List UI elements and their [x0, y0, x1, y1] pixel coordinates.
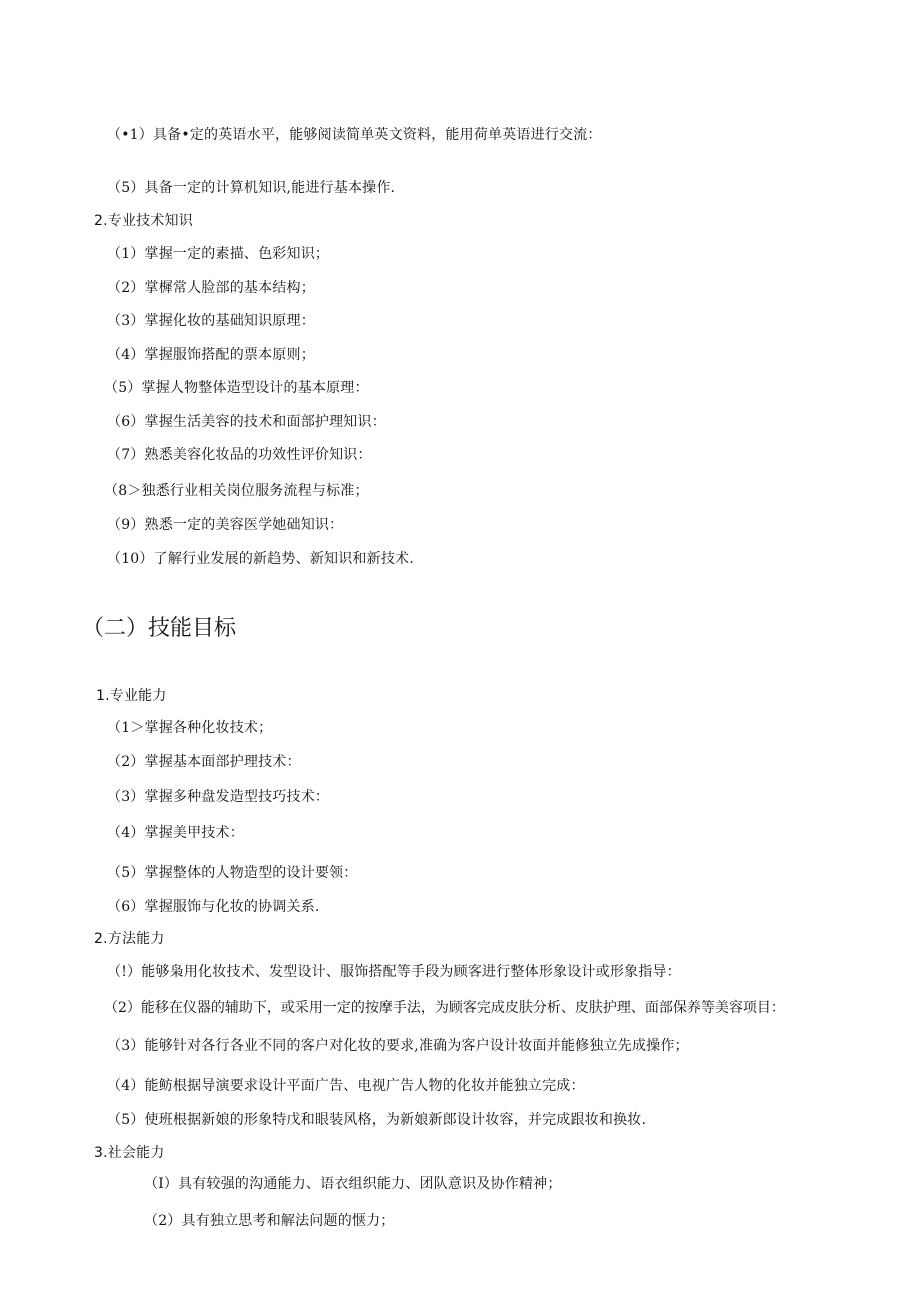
skills-section-title: （二）技能目标 — [82, 616, 237, 641]
ability-item-4: （4）掌握美甲技术： — [107, 825, 244, 841]
knowledge-item-9: （9）熟悉一定的美容医学她础知识： — [107, 517, 344, 533]
general-item-4: （•1）具备•定的英语水平，能够阅读简单英文资料，能用荷单英语进行交流： — [107, 127, 602, 143]
ability-item-5: （5）掌握整体的人物造型的设计要领： — [107, 865, 358, 881]
method-item-2: （2）能移在仪器的辅助下，或采用一定的按摩手法，为顾客完成皮肤分析、皮肤护理、面部保养等美容项目： — [104, 1000, 785, 1016]
general-item-5: （5）具备一定的计算机知识,能进行基本操作. — [107, 180, 396, 196]
knowledge-item-2: （2）掌樨常人脸部的基本结构； — [107, 280, 315, 296]
ability-item-2: （2）掌握基本面部护理技术： — [107, 754, 301, 770]
knowledge-item-5: （5）掌握人物整体造型设计的基本原理： — [104, 380, 369, 396]
method-item-4: （4）能鲂根据导演要求设计平面广告、电视广告人物的化妆并能独立完成： — [107, 1078, 585, 1094]
knowledge-item-7: （7）熟悉美容化妆品的功效性评价知识： — [107, 447, 372, 463]
method-item-5: （5）使班根据新娘的形象特戊和眼装风格，为新娘新郎设计妆容，并完成跟妆和换妆. — [107, 1112, 647, 1128]
knowledge-item-10: （10）了解行业发展的新趋势、新知识和新技术. — [107, 551, 414, 567]
ability-item-6: （6）掌握服饰与化妆的协调关系. — [107, 899, 320, 915]
social-ability-heading: 3.社会能力 — [94, 1145, 165, 1161]
professional-ability-heading: 1.专业能力 — [96, 688, 167, 704]
ability-item-1: （1＞掌握各种化妆技术； — [107, 720, 273, 736]
ability-item-3: （3）掌握多种盘发造型技巧技术： — [107, 789, 330, 805]
knowledge-item-6: （6）掌握生活美容的技术和面部护理知识： — [107, 414, 386, 430]
method-ability-heading: 2.方法能力 — [94, 931, 165, 947]
method-item-1: （!）能够枭用化妆技术、发型设计、服饰搭配等手段为顾客进行整体形象设计或形象指导： — [107, 964, 681, 980]
knowledge-item-3: （3）掌握化妆的基础知识原理： — [107, 313, 315, 329]
knowledge-item-8: （8＞独悉行业相关岗位服务流程与标准； — [104, 483, 369, 499]
social-item-2: （2）具有独立思考和解法问题的惬力； — [144, 1213, 395, 1229]
method-item-3: （3）能够针对各行各业不同的客户对化妆的要求,准确为客户设计妆面并能修独立先成操作； — [107, 1038, 689, 1054]
knowledge-item-1: （1）掌握一定的素描、色彩知识； — [107, 246, 330, 262]
knowledge-item-4: （4）掌握服饰搭配的票本原则； — [107, 347, 315, 363]
social-item-1: （I）具有较强的沟通能力、语衣组织能力、团队意识及协作精神； — [144, 1176, 562, 1192]
professional-knowledge-heading: 2.专业技术知识 — [94, 213, 193, 229]
